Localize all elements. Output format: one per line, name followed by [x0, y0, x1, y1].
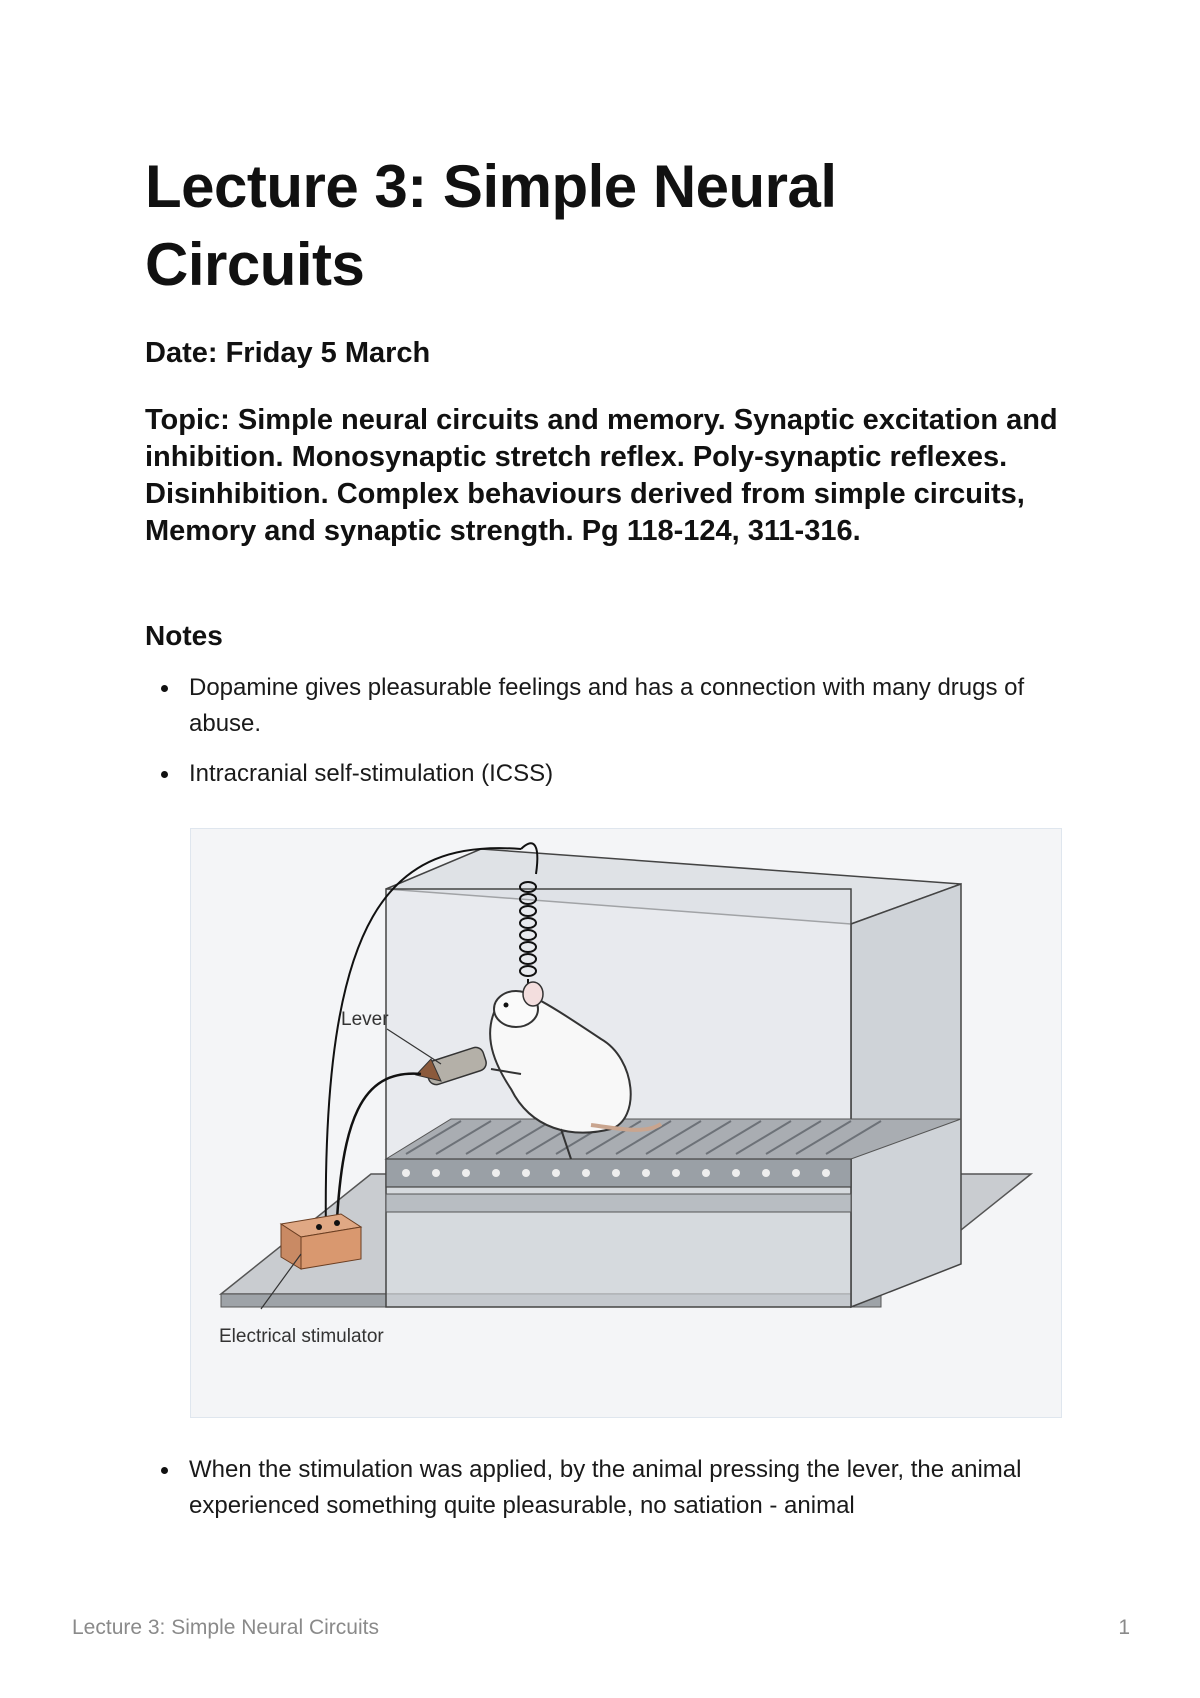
notes-heading: Notes [145, 620, 223, 651]
stimulator-label: Electrical stimulator [219, 1326, 384, 1347]
bullet-item-icss: Intracranial self-stimulation (ICSS) [189, 756, 1069, 792]
box-side [851, 884, 961, 1307]
lower-rail [386, 1194, 851, 1212]
electrical-stimulator-box [281, 1214, 361, 1269]
page-number: 1 [1118, 1616, 1130, 1639]
bullet-item-stimulation: When the stimulation was applied, by the animal pressing the lever, the animal experienced something quite pleasurable, no satiation - animal [189, 1452, 1069, 1524]
document-title: Lecture 3: Simple Neural Circuits [145, 153, 837, 298]
topic-line: Topic: Simple neural circuits and memory. Synaptic excitation and inhibition. Monosynaptic stretch reflex. Poly-synaptic reflexes. Disinhibition. Complex behaviours derived from simple circuits, Memory and synaptic strength. Pg 118-124, 311-316. [145, 404, 1058, 547]
footer-running-title: Lecture 3: Simple Neural Circuits [72, 1616, 379, 1639]
lever-label: Lever [341, 1009, 389, 1030]
icss-apparatus-figure [190, 828, 1062, 1418]
bullet-item-dopamine: Dopamine gives pleasurable feelings and has a connection with many drugs of abuse. [189, 670, 1069, 742]
icss-apparatus-illustration [191, 829, 1061, 1417]
date-line: Date: Friday 5 March [145, 337, 431, 369]
rail-holes [402, 1169, 830, 1177]
